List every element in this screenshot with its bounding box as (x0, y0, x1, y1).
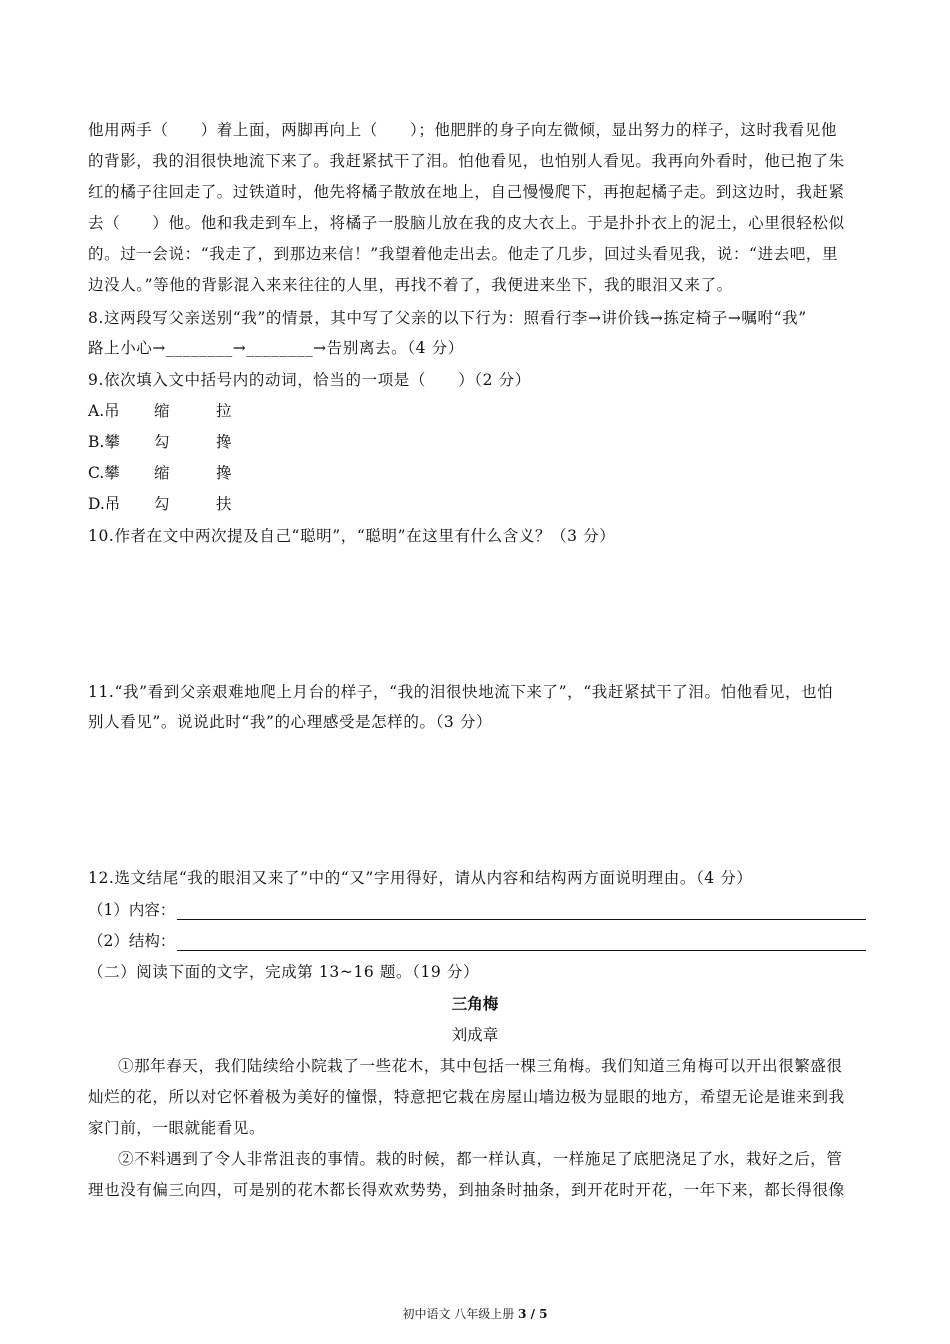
option-label: B.攀 (88, 433, 120, 451)
option-verb: 搀 (216, 464, 232, 482)
paragraph-2-line: 理也没有偏三向四，可是别的花木都长得欢欢势势，到抽条时抽条，到开花时开花，一年下来，都长得很像 (88, 1181, 845, 1199)
passage-line: 红的橘子往回走了。过铁道时，他先将橘子散放在地上，自己慢慢爬下，再抱起橘子走。到这边时，我赶紧 (88, 183, 845, 201)
question-11-line-1: 11.“我”看到父亲艰难地爬上月台的样子，“我的泪很快地流下来了”，“我赶紧拭干了泪。怕他看见，也怕 (88, 683, 834, 701)
section-2-intro: （二）阅读下面的文字，完成第 13~16 题。（19 分） (88, 963, 480, 981)
footer-text: 初中语文 八年级上册 (402, 1307, 519, 1321)
question-8-line-2: 路上小心→________→________→告别离去。（4 分） (88, 339, 464, 357)
page-footer (0, 1306, 950, 1322)
option-d[interactable] (88, 494, 232, 514)
content-label: （1）内容： (88, 901, 176, 919)
question-10-stem: 10.作者在文中两次提及自己“聪明”，“聪明”在这里有什么含义？（3 分） (88, 527, 616, 545)
question-11-line-2: 别人看见”。说说此时“我”的心理感受是怎样的。（3 分） (88, 713, 493, 731)
option-b[interactable] (88, 432, 232, 452)
option-label: A.吊 (88, 402, 120, 420)
page-number: 3 / 5 (518, 1307, 548, 1321)
option-verb: 缩 (154, 402, 170, 420)
option-label: D.吊 (88, 495, 121, 513)
option-label: C.攀 (88, 464, 120, 482)
option-verb: 勾 (154, 433, 170, 451)
passage-line: 他用两手（ ）着上面，两脚再向上（ ）；他肥胖的身子向左微倾，显出努力的样子，这时我看见他 (88, 121, 837, 139)
paragraph-1-line: ①那年春天，我们陆续给小院栽了一些花木，其中包括一棵三角梅。我们知道三角梅可以开出很繁盛很 (118, 1057, 843, 1075)
option-verb: 勾 (154, 495, 170, 513)
option-verb: 拉 (216, 402, 232, 420)
option-verb: 扶 (216, 495, 232, 513)
question-12-stem: 12.选文结尾“我的眼泪又来了”中的“又”字用得好，请从内容和结构两方面说明理由。（4 分） (88, 869, 753, 887)
answer-line[interactable] (177, 935, 866, 951)
paragraph-1-line: 家门前，一眼就能看见。 (88, 1119, 266, 1137)
option-a[interactable] (88, 401, 232, 421)
answer-line[interactable] (177, 904, 866, 920)
passage-line: 去（ ）他。他和我走到车上，将橘子一股脑儿放在我的皮大衣上。于是扑扑衣上的泥土，心里很轻松似 (88, 214, 845, 232)
option-verb: 缩 (154, 464, 170, 482)
structure-label: （2）结构： (88, 932, 176, 950)
structure-answer-field[interactable] (88, 931, 866, 951)
article-author: 刘成章 (451, 1026, 499, 1044)
paragraph-2-line: ②不料遇到了令人非常沮丧的事情。栽的时候，都一样认真，一样施足了底肥浇足了水，栽好之后，管 (118, 1150, 843, 1168)
paragraph-1-line: 灿烂的花，所以对它怀着极为美好的憧憬，特意把它栽在房屋山墙边极为显眼的地方，希望无论是谁来到我 (88, 1088, 845, 1106)
article-title: 三角梅 (451, 994, 499, 1013)
content-answer-field[interactable] (88, 900, 866, 920)
question-8-line-1: 8.这两段写父亲送别“我”的情景，其中写了父亲的以下行为：照看行李→讲价钱→拣定椅子→嘱咐“我” (88, 309, 807, 327)
option-c[interactable] (88, 463, 232, 483)
passage-line: 的。过一会说：“我走了，到那边来信！”我望着他走出去。他走了几步，回过头看见我，说：“进去吧，里 (88, 245, 839, 263)
passage-line: 边没人。”等他的背影混入来来往往的人里，再找不着了，我便进来坐下，我的眼泪又来了。 (88, 276, 733, 294)
option-verb: 搀 (216, 433, 232, 451)
question-9-stem: 9.依次填入文中括号内的动词，恰当的一项是（ ）（2 分） (88, 371, 531, 389)
passage-line: 的背影，我的泪很快地流下来了。我赶紧拭干了泪。怕他看见，也怕别人看见。我再向外看时，他已抱了朱 (88, 152, 845, 170)
